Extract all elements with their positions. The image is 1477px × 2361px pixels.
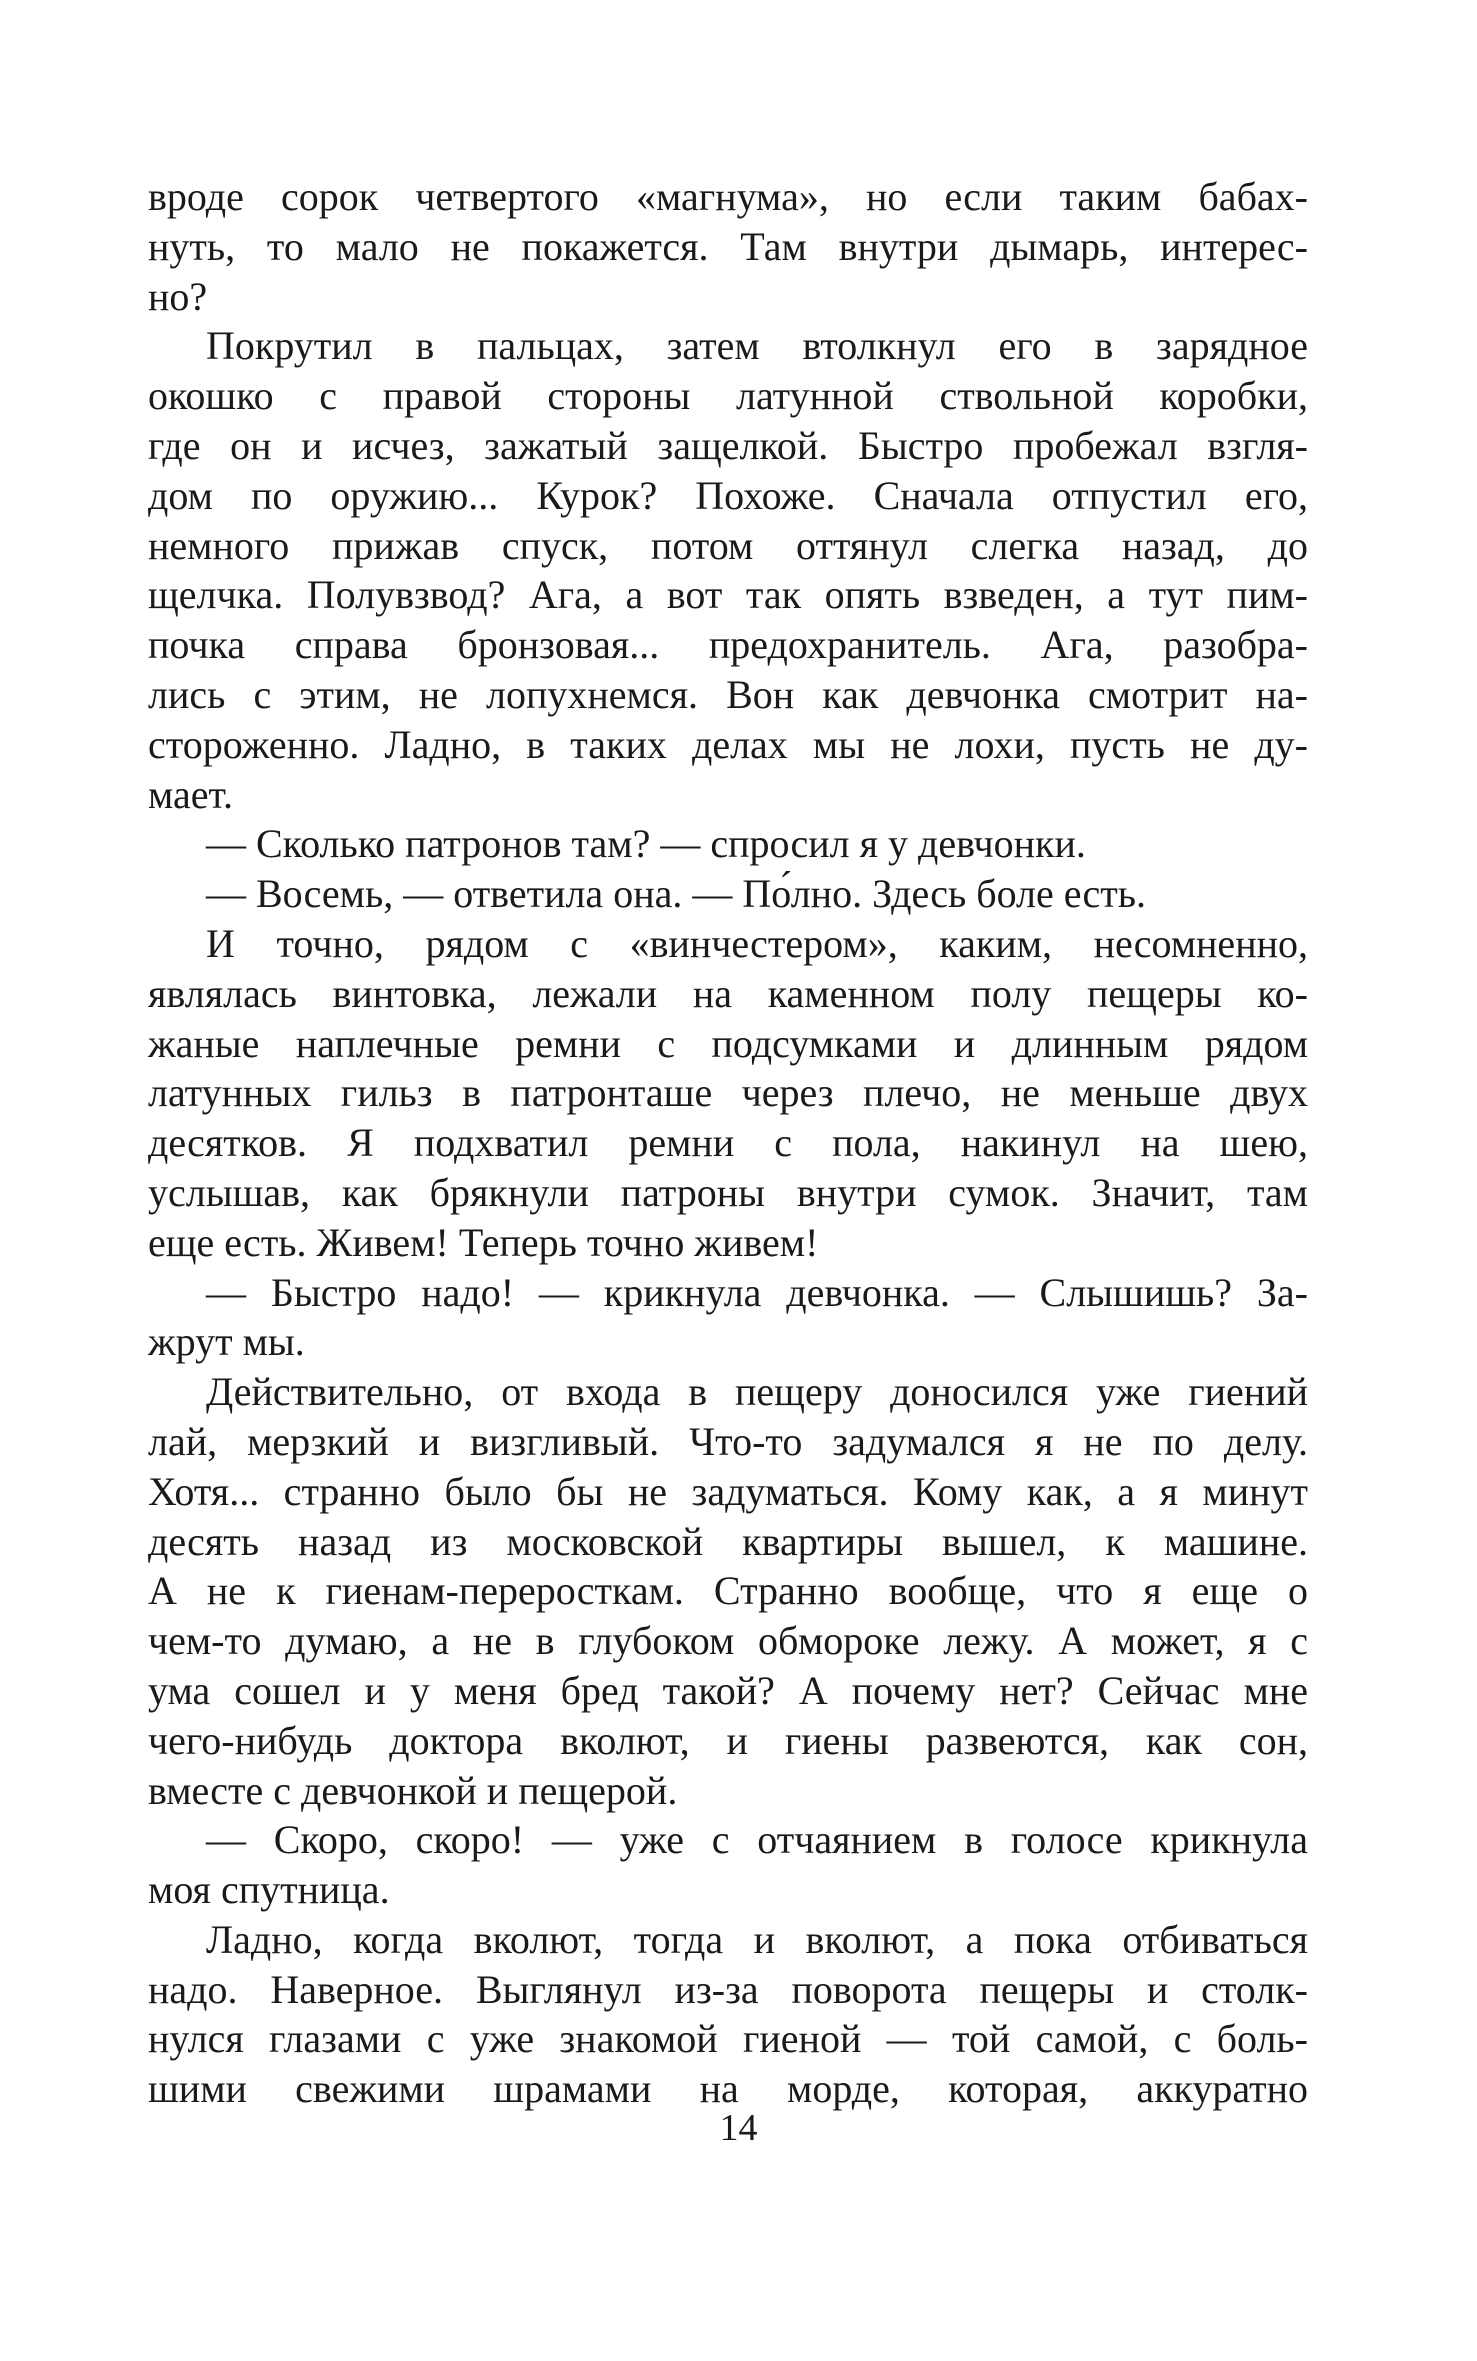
text-line: чем-то думаю, а не в глубоком обмороке лежу. А может, я с	[148, 1618, 1308, 1664]
text-line: А не к гиенам-переросткам. Странно вообще, что я еще о	[148, 1568, 1308, 1614]
text-line: стороженно. Ладно, в таких делах мы не лохи, пусть не ду-	[148, 721, 1308, 767]
text-line: ума сошел и у меня бред такой? А почему нет? Сейчас мне	[148, 1667, 1308, 1713]
text-line: дом по оружию... Курок? Похоже. Сначала отпустил его,	[148, 472, 1308, 518]
text-line: И точно, рядом с «винчестером», каким, несомненно,	[206, 920, 1308, 966]
text-line: щелчка. Полувзвод? Ага, а вот так опять взведен, а тут пим-	[148, 572, 1308, 618]
text-line: мает.	[148, 771, 234, 817]
text-line: шими свежими шрамами на морде, которая, аккуратно	[148, 2066, 1308, 2112]
text-line: нулся глазами с уже знакомой гиеной — той самой, с боль-	[148, 2016, 1308, 2062]
text-line: Покрутил в пальцах, затем втолкнул его в зарядное	[206, 323, 1308, 369]
text-line: жаные наплечные ремни с подсумками и длинным рядом	[148, 1020, 1308, 1066]
text-line: Ладно, когда вколют, тогда и вколют, а пока отбиваться	[206, 1916, 1308, 1962]
text-line: почка справа бронзовая... предохранитель. Ага, разобра-	[148, 622, 1308, 668]
page-number: 14	[719, 2107, 758, 2149]
text-line: надо. Наверное. Выглянул из-за поворота пещеры и столк-	[148, 1966, 1308, 2012]
text-line: моя спутница.	[148, 1867, 390, 1913]
text-line: немного прижав спуск, потом оттянул слегка назад, до	[148, 522, 1308, 568]
text-line: чего-нибудь доктора вколют, и гиены развеются, как сон,	[148, 1717, 1308, 1763]
text-line: нуть, то мало не покажется. Там внутри дымарь, интерес-	[148, 223, 1308, 269]
text-line: Действительно, от входа в пещеру доносился уже гиений	[206, 1369, 1308, 1415]
text-line: лай, мерзкий и визгливый. Что-то задумался я не по делу.	[148, 1418, 1308, 1464]
text-line: но?	[148, 273, 208, 319]
text-line: еще есть. Живем! Теперь точно живем!	[148, 1219, 819, 1265]
text-line: десять назад из московской квартиры вышел, к машине.	[148, 1518, 1308, 1564]
text-line: где он и исчез, зажатый защелкой. Быстро пробежал взгля-	[148, 422, 1308, 468]
text-line: жрут мы.	[148, 1319, 305, 1365]
text-line: услышав, как брякнули патроны внутри сумок. Значит, там	[148, 1169, 1308, 1215]
text-line: латунных гильз в патронташе через плечо, не меньше двух	[148, 1070, 1308, 1116]
body-text	[148, 172, 1308, 2114]
text-line: — Быстро надо! — крикнула девчонка. — Слышишь? За-	[206, 1269, 1308, 1315]
text-line: вроде сорок четвертого «магнума», но если таким бабах-	[148, 174, 1308, 219]
text-line: окошко с правой стороны латунной ствольной коробки,	[148, 373, 1308, 419]
text-line: вместе с девчонкой и пещерой.	[148, 1767, 678, 1813]
text-line: — Сколько патронов там? — спросил я у девчонки.	[206, 821, 1086, 867]
text-line: — Восемь, — ответила она. — По́лно. Здесь боле есть.	[206, 871, 1146, 917]
text-line: являлась винтовка, лежали на каменном полу пещеры ко-	[148, 970, 1308, 1016]
text-line: десятков. Я подхватил ремни с пола, накинул на шею,	[148, 1120, 1308, 1166]
text-line: — Скоро, скоро! — уже с отчаянием в голосе крикнула	[206, 1817, 1308, 1863]
text-line: Хотя... странно было бы не задуматься. Кому как, а я минут	[148, 1468, 1308, 1514]
text-line: лись с этим, не лопухнемся. Вон как девчонка смотрит на-	[148, 671, 1308, 717]
